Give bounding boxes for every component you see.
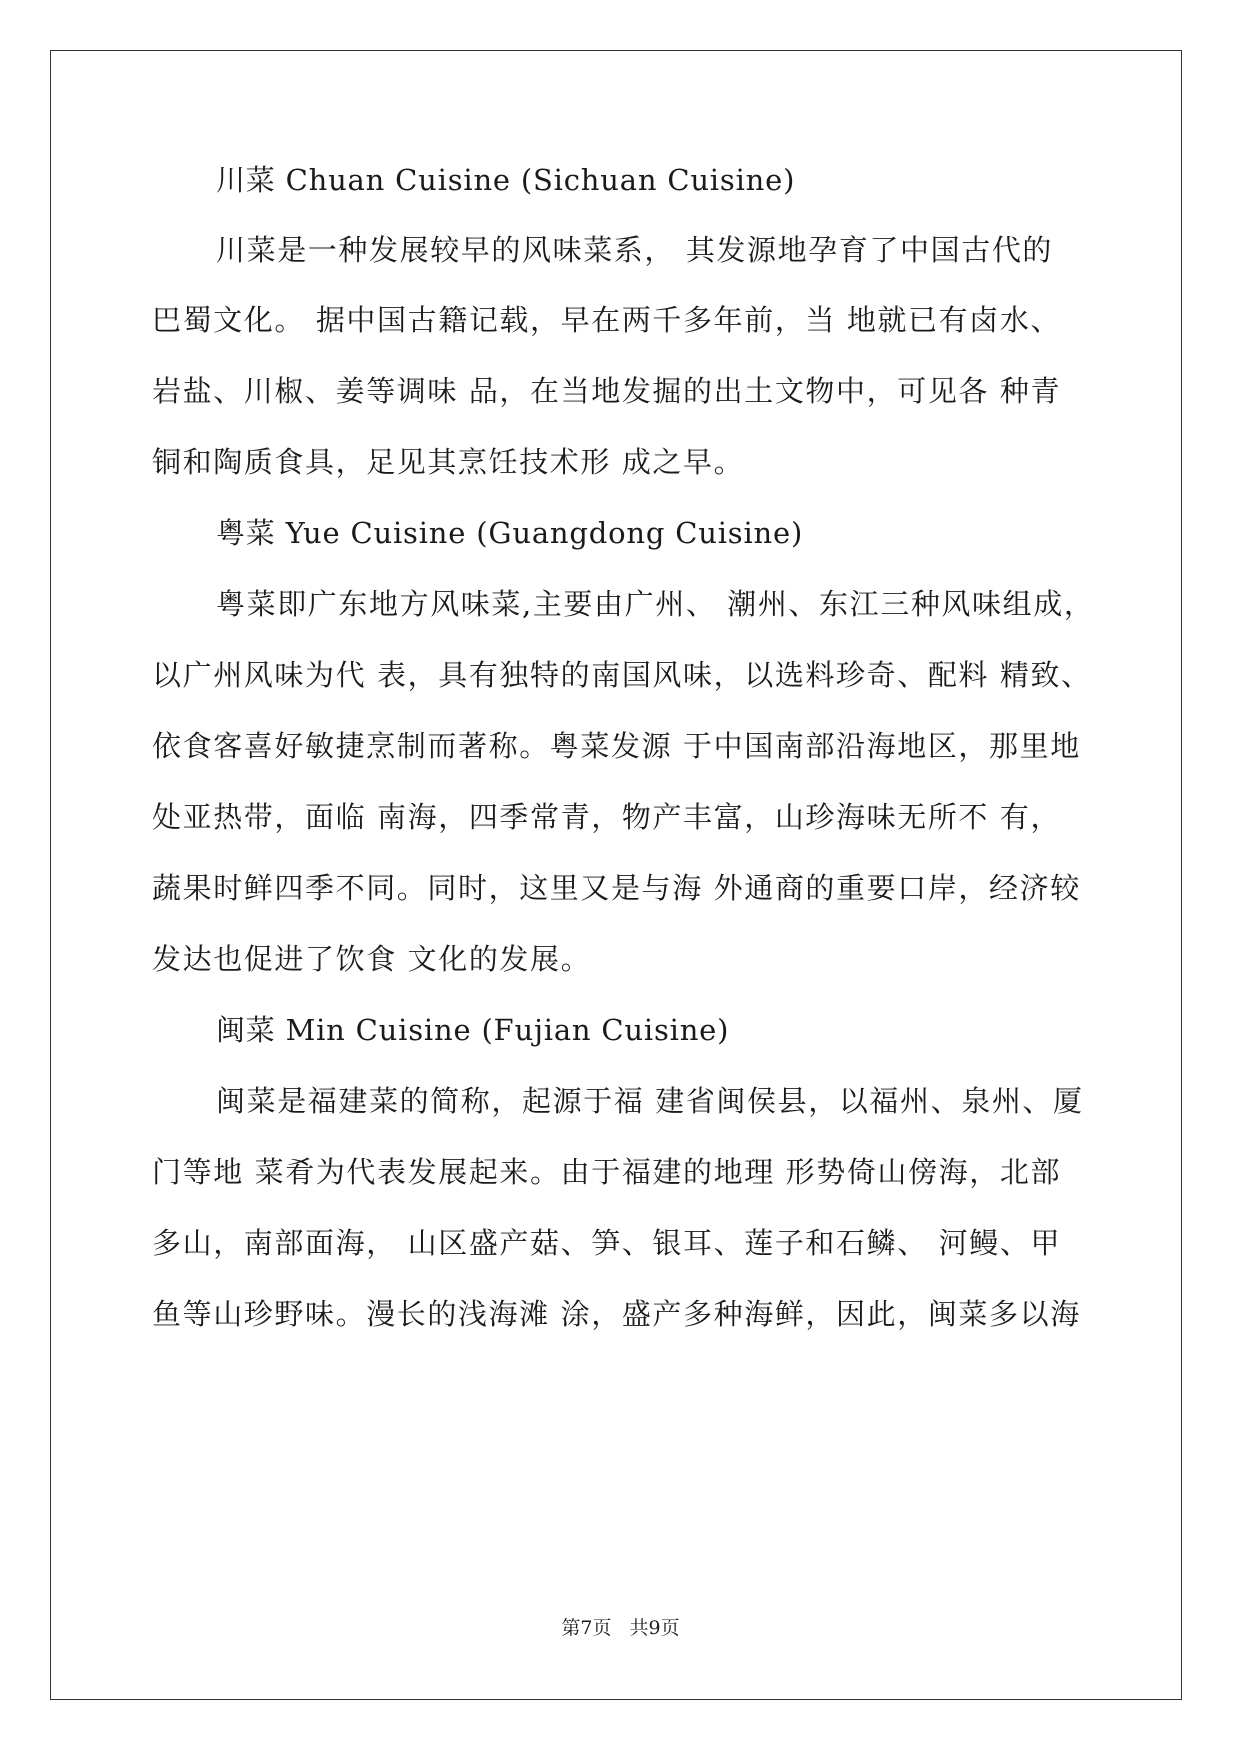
- paragraph-line: 以广州风味为代 表，具有独特的南国风味，以选料珍奇、配料 精致、: [152, 658, 1092, 692]
- paragraph-line: 粤菜即广东地方风味菜,主要由广州、 潮州、东江三种风味组成，: [216, 587, 1095, 621]
- page-number: 第7页: [561, 1617, 612, 1639]
- paragraph-line: 川菜是一种发展较早的风味菜系， 其发源地孕育了中国古代的: [216, 233, 1054, 267]
- paragraph-line: 处亚热带，面临 南海，四季常青，物产丰富，山珍海味无所不 有，: [152, 800, 1062, 834]
- page-footer: [0, 1616, 1241, 1640]
- paragraph-line: 岩盐、川椒、姜等调味 品，在当地发掘的出土文物中，可见各 种青: [152, 374, 1062, 408]
- paragraph-line: 闽菜是福建菜的简称，起源于福 建省闽侯县，以福州、泉州、厦: [216, 1084, 1084, 1118]
- paragraph-line: 蔬果时鲜四季不同。同时，这里又是与海 外通商的重要口岸，经济较: [152, 871, 1081, 905]
- paragraph-line: 多山，南部面海， 山区盛产菇、笋、银耳、莲子和石鳞、 河鳗、甲: [152, 1226, 1062, 1260]
- section-heading-sichuan: 川菜 Chuan Cuisine (Sichuan Cuisine): [216, 163, 796, 197]
- section-heading-guangdong: 粤菜 Yue Cuisine (Guangdong Cuisine): [216, 516, 804, 550]
- paragraph-line: 发达也促进了饮食 文化的发展。: [152, 942, 592, 976]
- paragraph-line: 巴蜀文化。 据中国古籍记载，早在两千多年前，当 地就已有卤水、: [152, 303, 1062, 337]
- paragraph-line: 依食客喜好敏捷烹制而著称。粤菜发源 于中国南部沿海地区，那里地: [152, 729, 1081, 763]
- total-pages: 共9页: [629, 1617, 680, 1639]
- paragraph-line: 门等地 菜肴为代表发展起来。由于福建的地理 形势倚山傍海，北部: [152, 1155, 1062, 1189]
- paragraph-line: 鱼等山珍野味。漫长的浅海滩 涂，盛产多种海鲜，因此，闽菜多以海: [152, 1297, 1081, 1331]
- section-heading-fujian: 闽菜 Min Cuisine (Fujian Cuisine): [216, 1013, 730, 1047]
- paragraph-line: 铜和陶质食具，足见其烹饪技术形 成之早。: [152, 445, 745, 479]
